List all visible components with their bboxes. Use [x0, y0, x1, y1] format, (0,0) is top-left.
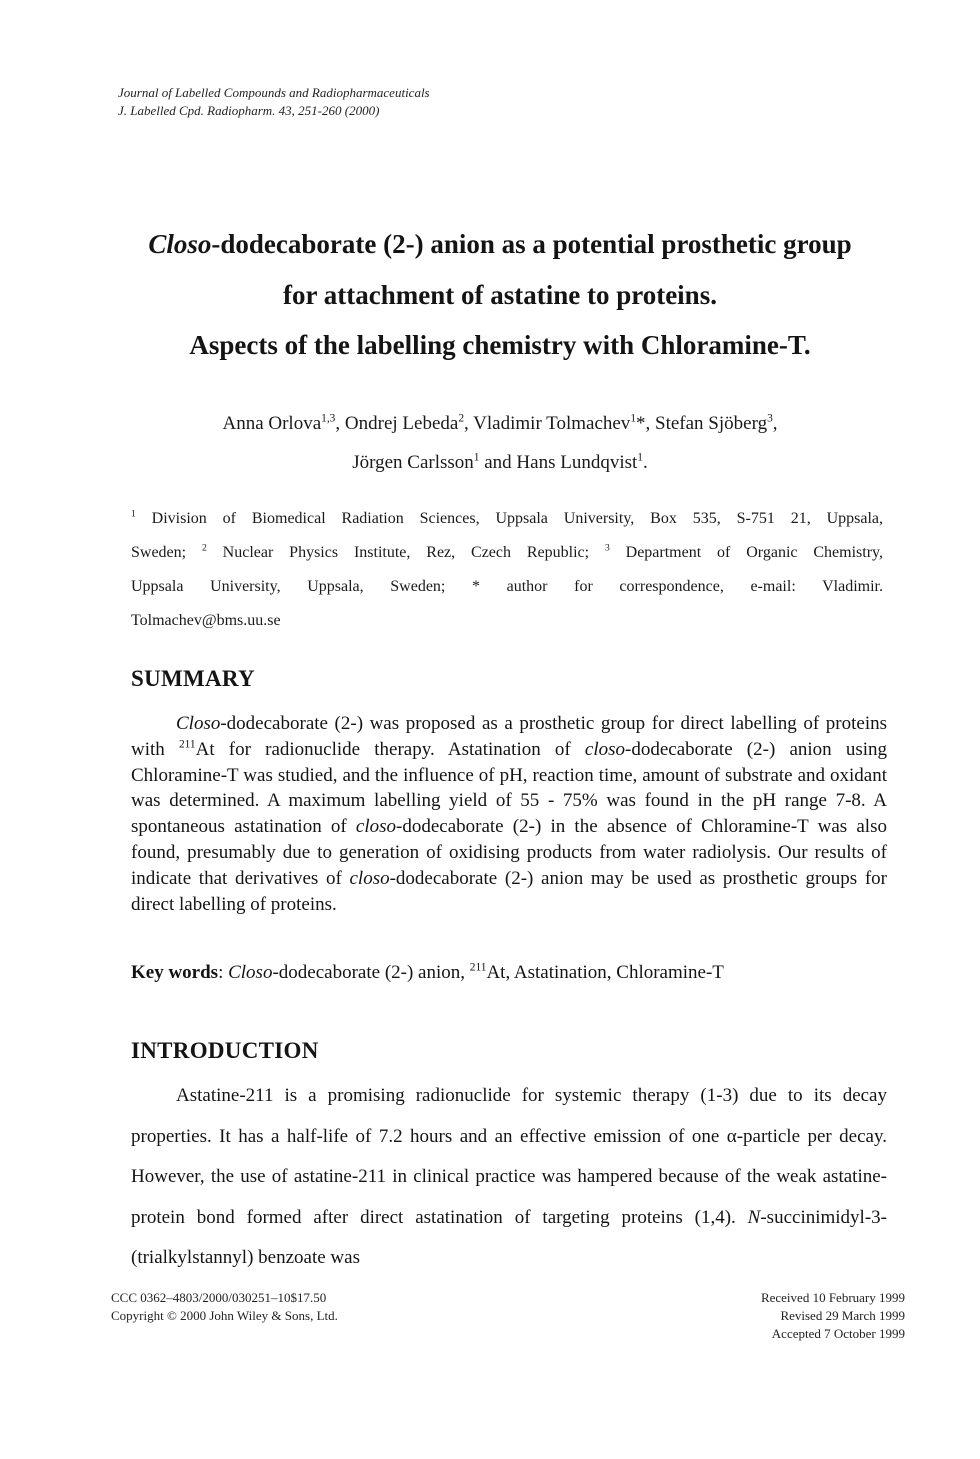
author-name: , Ondrej Lebeda	[335, 413, 459, 434]
affiliation-line-2	[131, 536, 883, 570]
footer-copyright	[111, 1289, 338, 1325]
summary-text: At for radionuclide therapy. Astatination of	[195, 738, 585, 760]
closo-italic: Closo	[176, 713, 221, 734]
author-name: Anna Orlova	[222, 413, 322, 434]
introduction-heading: INTRODUCTION	[131, 1038, 319, 1063]
corresponding-mark: *	[636, 413, 646, 434]
title-line-1-text: -dodecaborate (2-) anion as a potential prosthetic group	[211, 229, 852, 259]
author-separator: ,	[772, 413, 778, 434]
title-closo: Closo	[148, 229, 212, 259]
affil-number: 3	[604, 542, 610, 554]
isotope-mass: 211	[469, 961, 487, 974]
affil-text: Department of Organic Chemistry,	[609, 544, 883, 561]
keywords-text: At, Astatination, Chloramine-T	[486, 962, 724, 983]
received-date: Received 10 February 1999	[760, 1290, 905, 1305]
revised-date: Revised 29 March 1999	[780, 1308, 905, 1323]
author-affil-mark: 3	[767, 412, 773, 425]
journal-header	[118, 84, 430, 120]
closo-italic: closo	[355, 816, 397, 838]
isotope-mass: 211	[178, 738, 196, 751]
keywords-label: Key words	[131, 962, 219, 983]
authors-line-1	[60, 413, 940, 435]
affil-text: Sweden;	[131, 544, 202, 561]
affil-number: 2	[201, 542, 207, 554]
affil-text: Nuclear Physics Institute, Rez, Czech Republic;	[206, 544, 605, 561]
author-affil-mark: 1	[637, 451, 643, 464]
author-affil-mark: 1	[473, 451, 480, 464]
n-italic: N	[747, 1206, 761, 1228]
affiliations	[131, 502, 883, 638]
title-line-2: for attachment of astatine to proteins.	[283, 280, 717, 310]
summary-text: -dodecaborate (2-) in the absence of Chloramine-T was also found, presumably due to generation of oxidising products from water radiolysis. Our results of indicate that derivatives of	[131, 816, 887, 889]
author-affil-mark: 1,3	[321, 412, 336, 425]
author-affil-mark: 2	[458, 412, 465, 425]
keywords-text: -dodecaborate (2-) anion,	[272, 962, 470, 983]
author-name: and Hans Lundqvist	[479, 452, 638, 473]
summary-body	[131, 711, 887, 917]
introduction-paragraph	[131, 1076, 887, 1279]
author-name: , Stefan Sjöberg	[645, 413, 768, 434]
journal-citation: J. Labelled Cpd. Radiopharm. 43, 251-260 (2000)	[118, 103, 380, 118]
summary-text: -dodecaborate (2-) was proposed as a prosthetic group for direct labelling of proteins with	[131, 713, 887, 760]
footer-ccc: CCC 0362–4803/2000/030251–10$17.50	[111, 1290, 327, 1305]
footer-dates	[761, 1289, 905, 1343]
introduction-body	[131, 1076, 887, 1279]
journal-name: Journal of Labelled Compounds and Radiopharmaceuticals	[118, 85, 430, 100]
closo-italic: closo	[349, 867, 390, 889]
author-name: , Vladimir Tolmachev	[464, 413, 631, 434]
intro-text: -succinimidyl-3-(trialkylstannyl) benzoate was	[131, 1206, 887, 1268]
correspondence-email: Tolmachev@bms.uu.se	[131, 612, 281, 629]
keywords-colon: :	[218, 962, 229, 983]
footer-copyright-line: Copyright © 2000 John Wiley & Sons, Ltd.	[111, 1308, 338, 1323]
closo-italic: closo	[584, 738, 626, 760]
summary-text: -dodecaborate (2-) anion may be used as prosthetic groups for direct labelling of proteins.	[131, 867, 887, 915]
affiliation-line-1	[131, 502, 883, 536]
intro-text: Astatine-211 is a promising radionuclide for systemic therapy (1-3) due to its decay properties. It has a half-life of 7.2 hours and an effective emission of one α-particle per decay. However, the use of astatine-211 in clinical practice was hampered because of the weak astatine-protein bond formed after direct astatination of targeting proteins (1,4).	[131, 1085, 887, 1228]
affiliation-line-3: Uppsala University, Uppsala, Sweden; * author for correspondence, e-mail: Vladimir.	[131, 578, 883, 595]
title-line-3: Aspects of the labelling chemistry with Chloramine-T.	[189, 330, 811, 360]
author-separator: .	[643, 452, 648, 473]
affil-number: 1	[131, 508, 136, 520]
affil-text: Division of Biomedical Radiation Sciences, Uppsala University, Box 535, S-751 21, Uppsala,	[135, 510, 883, 527]
keywords	[131, 962, 724, 984]
accepted-date: Accepted 7 October 1999	[771, 1326, 905, 1341]
summary-text: -dodecaborate (2-) anion using Chloramine-T was studied, and the influence of pH, reaction time, amount of substrate and oxidant was determined. A maximum labelling yield of 55 - 75% was found in the pH range 7-8. A spontaneous astatination of	[131, 738, 888, 838]
title-line-1	[60, 229, 940, 260]
closo-italic: Closo	[228, 962, 273, 983]
summary-heading: SUMMARY	[131, 666, 255, 691]
authors-line-2	[60, 452, 940, 474]
author-name: Jörgen Carlsson	[352, 452, 474, 473]
author-affil-mark: 1	[630, 412, 637, 425]
summary-paragraph	[131, 711, 887, 917]
